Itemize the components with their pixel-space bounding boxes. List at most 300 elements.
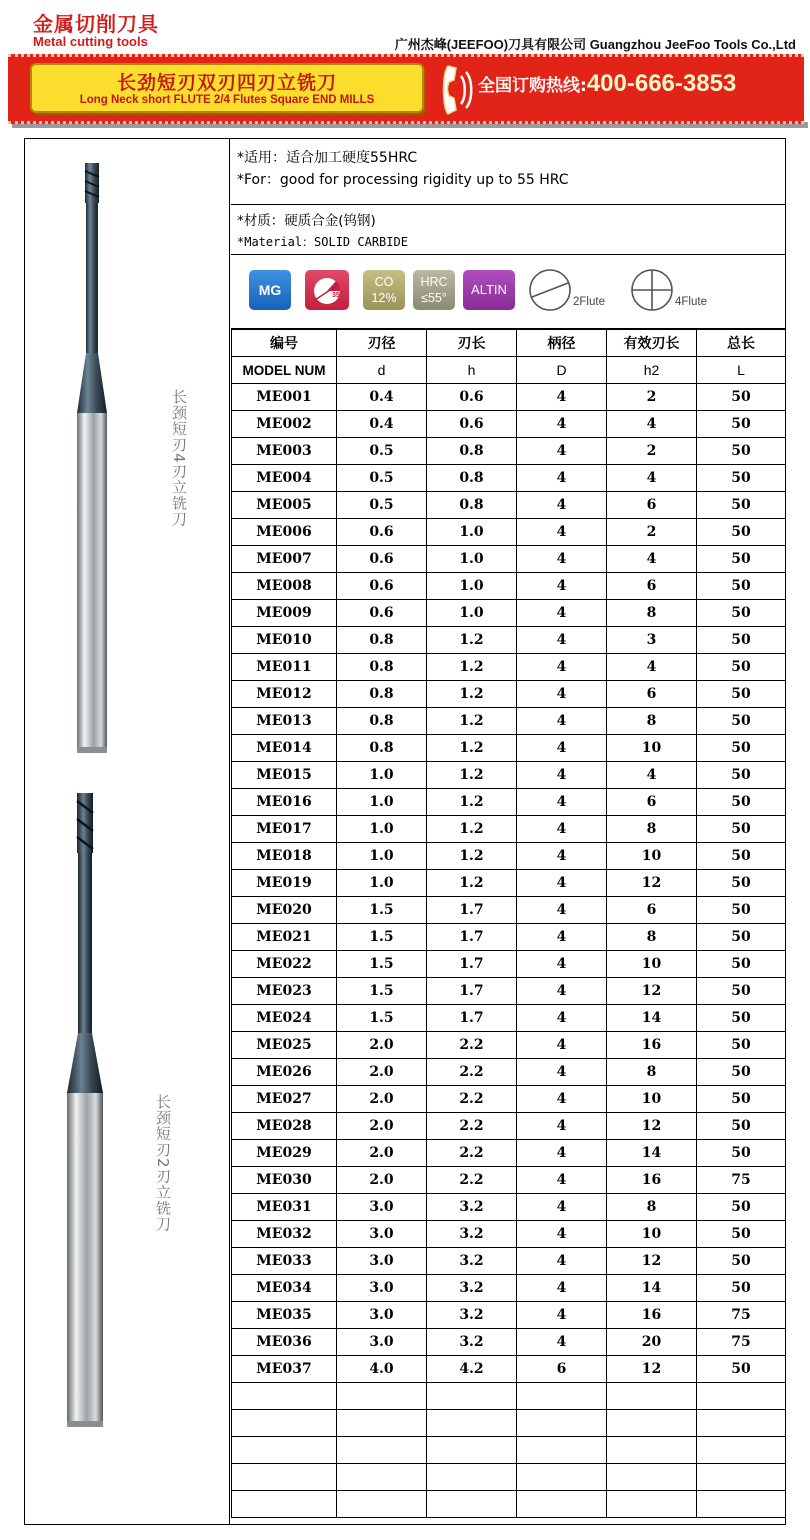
brand-name-cn: 金属切削刀具 [33,12,159,36]
table-cell: ME014 [232,735,337,762]
table-cell: 4 [517,1032,607,1059]
table-cell: 50 [697,735,786,762]
table-cell: 4 [517,735,607,762]
table-cell: ME033 [232,1248,337,1275]
table-cell: 2 [607,519,697,546]
table-cell: 0.6 [337,519,427,546]
table-cell: 4.2 [427,1356,517,1383]
table-cell: 14 [607,1275,697,1302]
table-row [232,870,786,897]
usage-info [231,139,785,205]
table-cell: 4 [517,519,607,546]
table-cell: 50 [697,1005,786,1032]
cobalt-badge [363,270,405,310]
empty-table-row [232,1383,786,1410]
table-cell: ME037 [232,1356,337,1383]
empty-cell [607,1410,697,1437]
table-cell: ME006 [232,519,337,546]
table-cell: 50 [697,843,786,870]
two-flute-end-mill-image [61,793,121,1433]
table-cell: 10 [607,951,697,978]
empty-cell [427,1383,517,1410]
table-cell: ME023 [232,978,337,1005]
table-cell: 4 [607,411,697,438]
table-cell: 2.2 [427,1086,517,1113]
table-cell: 10 [607,843,697,870]
table-cell: 8 [607,1194,697,1221]
table-cell: ME029 [232,1140,337,1167]
table-cell: 1.0 [337,816,427,843]
table-cell: 2.0 [337,1113,427,1140]
table-cell: h [427,357,517,384]
table-cell: 4 [517,573,607,600]
table-cell: ME018 [232,843,337,870]
table-header-en [232,357,786,384]
table-row [232,1140,786,1167]
table-cell: 2.0 [337,1086,427,1113]
table-cell: 4 [517,600,607,627]
table-cell: 4 [607,762,697,789]
table-row [232,627,786,654]
table-cell: ME011 [232,654,337,681]
table-cell: 4 [517,546,607,573]
altin-coating-badge: ALTIN [463,270,515,310]
table-row [232,519,786,546]
table-cell: ME024 [232,1005,337,1032]
table-cell: 总长 [697,330,786,357]
table-cell: ME015 [232,762,337,789]
hotline [478,70,736,98]
table-cell: ME036 [232,1329,337,1356]
table-cell: 4 [517,843,607,870]
table-cell: 1.2 [427,735,517,762]
table-row [232,573,786,600]
empty-cell [607,1491,697,1518]
table-cell: 10 [607,1221,697,1248]
table-cell: 0.8 [427,438,517,465]
table-cell: L [697,357,786,384]
table-cell: 6 [607,897,697,924]
table-row [232,1275,786,1302]
table-cell: 4 [517,411,607,438]
table-cell: 50 [697,1059,786,1086]
table-cell: 4 [607,654,697,681]
table-cell: 1.5 [337,924,427,951]
cobalt-value: 12% [371,291,397,305]
table-cell: 3.0 [337,1275,427,1302]
table-row [232,681,786,708]
table-cell: 3.2 [427,1275,517,1302]
table-row [232,1032,786,1059]
table-cell: 刃长 [427,330,517,357]
table-row [232,411,786,438]
table-cell: ME031 [232,1194,337,1221]
table-cell: 6 [607,789,697,816]
table-cell: 4 [517,789,607,816]
table-cell: 1.0 [427,546,517,573]
table-cell: 16 [607,1167,697,1194]
table-row [232,924,786,951]
empty-cell [517,1491,607,1518]
table-cell: ME003 [232,438,337,465]
table-cell: 3.0 [337,1194,427,1221]
table-cell: 刃径 [337,330,427,357]
table-cell: 4 [517,1302,607,1329]
table-cell: 4 [517,654,607,681]
table-row [232,978,786,1005]
table-cell: 1.0 [427,573,517,600]
table-cell: 3.0 [337,1248,427,1275]
table-row [232,816,786,843]
empty-cell [337,1464,427,1491]
table-cell: 3.0 [337,1302,427,1329]
empty-cell [427,1491,517,1518]
table-cell: 4 [517,1194,607,1221]
table-cell: 50 [697,924,786,951]
hrc-label: HRC [420,275,448,289]
table-cell: 50 [697,789,786,816]
table-cell: 10 [607,1086,697,1113]
table-cell: ME016 [232,789,337,816]
table-cell: 4.0 [337,1356,427,1383]
table-cell: 6 [607,681,697,708]
table-cell: 4 [517,1329,607,1356]
table-row [232,843,786,870]
table-cell: ME028 [232,1113,337,1140]
table-cell: 12 [607,1248,697,1275]
table-cell: 4 [517,1005,607,1032]
empty-cell [232,1491,337,1518]
tool-images-panel [25,139,230,1524]
table-row [232,1329,786,1356]
table-cell: 75 [697,1329,786,1356]
table-cell: 12 [607,978,697,1005]
table-cell: 50 [697,600,786,627]
table-cell: ME019 [232,870,337,897]
two-flute-icon [527,267,573,313]
empty-cell [517,1437,607,1464]
table-cell: 1.0 [337,843,427,870]
table-cell: 50 [697,465,786,492]
table-cell: 0.5 [337,438,427,465]
table-cell: 16 [607,1032,697,1059]
table-row [232,1113,786,1140]
table-cell: 50 [697,1194,786,1221]
table-cell: 50 [697,1086,786,1113]
table-cell: ME007 [232,546,337,573]
table-cell: 4 [517,627,607,654]
table-cell: 12 [607,1356,697,1383]
table-cell: 2.0 [337,1059,427,1086]
table-cell: 6 [607,492,697,519]
table-cell: 1.0 [427,519,517,546]
helix-angle-badge [305,270,349,310]
table-cell: 2.2 [427,1059,517,1086]
table-cell: 8 [607,816,697,843]
table-cell: ME022 [232,951,337,978]
table-cell: 12 [607,1113,697,1140]
table-cell: 4 [517,1086,607,1113]
table-cell: 50 [697,546,786,573]
table-cell: 4 [517,951,607,978]
empty-cell [697,1464,786,1491]
empty-cell [232,1464,337,1491]
table-cell: D [517,357,607,384]
table-cell: 0.6 [427,411,517,438]
table-cell: 50 [697,1248,786,1275]
table-cell: 4 [517,924,607,951]
empty-cell [697,1410,786,1437]
product-title-en: Long Neck short FLUTE 2/4 Flutes Square END MILLS [79,94,375,106]
table-cell: 1.2 [427,708,517,735]
table-row [232,897,786,924]
table-cell: 50 [697,1275,786,1302]
table-cell: 0.8 [337,708,427,735]
hrc-value: ≤55° [421,291,447,305]
table-cell: 4 [607,465,697,492]
table-cell: 75 [697,1167,786,1194]
table-cell: 75 [697,1302,786,1329]
table-cell: 16 [607,1302,697,1329]
table-cell: ME013 [232,708,337,735]
table-cell: 6 [607,573,697,600]
table-cell: 1.7 [427,924,517,951]
four-flute-end-mill-image [73,163,123,755]
empty-cell [427,1410,517,1437]
four-flute-icon [629,267,675,313]
empty-table-row [232,1491,786,1518]
table-cell: MODEL NUM [232,357,337,384]
table-cell: 50 [697,1221,786,1248]
table-cell: 50 [697,816,786,843]
table-cell: 2.0 [337,1032,427,1059]
table-cell: ME009 [232,600,337,627]
table-cell: 3.0 [337,1221,427,1248]
table-cell: 1.5 [337,897,427,924]
product-title-cn: 长劲短刃双刃四刃立铣刀 [116,72,337,94]
table-cell: 4 [517,1275,607,1302]
table-cell: 0.6 [337,546,427,573]
empty-cell [337,1383,427,1410]
empty-cell [427,1464,517,1491]
table-cell: h2 [607,357,697,384]
empty-cell [607,1437,697,1464]
table-cell: 3.2 [427,1329,517,1356]
table-cell: 4 [517,816,607,843]
table-row [232,1302,786,1329]
empty-cell [607,1383,697,1410]
table-cell: ME035 [232,1302,337,1329]
spec-sheet-frame [24,138,786,1525]
table-cell: 0.5 [337,492,427,519]
table-cell: ME020 [232,897,337,924]
empty-cell [517,1464,607,1491]
table-row [232,1086,786,1113]
table-cell: 3.2 [427,1248,517,1275]
table-cell: 2.2 [427,1032,517,1059]
hrc-badge [413,270,455,310]
four-flute-label: 4Flute [675,296,707,308]
table-cell: 4 [517,762,607,789]
table-cell: 14 [607,1005,697,1032]
table-cell: ME005 [232,492,337,519]
empty-table-row [232,1464,786,1491]
table-cell: 50 [697,681,786,708]
helix-angle-text: 35° [332,292,343,299]
table-cell: 2.2 [427,1140,517,1167]
cobalt-label: CO [374,275,394,289]
hotline-number: 400-666-3853 [586,70,737,97]
table-row [232,438,786,465]
table-cell: 1.0 [337,870,427,897]
empty-cell [697,1383,786,1410]
table-cell: 0.6 [337,573,427,600]
table-cell: 编号 [232,330,337,357]
table-row [232,1005,786,1032]
table-cell: ME001 [232,384,337,411]
company-name: 广州杰峰(JEEFOO)刀具有限公司 Guangzhou JeeFoo Tools Co.,Ltd [394,37,796,52]
table-cell: 1.2 [427,654,517,681]
table-row [232,1194,786,1221]
table-cell: 10 [607,735,697,762]
empty-cell [232,1410,337,1437]
table-cell: 有效刃长 [607,330,697,357]
table-cell: ME030 [232,1167,337,1194]
table-cell: 1.7 [427,978,517,1005]
table-cell: 50 [697,411,786,438]
table-cell: 50 [697,978,786,1005]
table-cell: 8 [607,600,697,627]
table-cell: 8 [607,924,697,951]
table-cell: 50 [697,708,786,735]
table-row [232,465,786,492]
material-en: *Material：SOLID CARBIDE [237,235,408,249]
table-cell: ME012 [232,681,337,708]
empty-cell [607,1464,697,1491]
table-cell: 1.2 [427,789,517,816]
table-cell: 50 [697,519,786,546]
table-cell: ME017 [232,816,337,843]
table-header-cn [232,330,786,357]
table-cell: 50 [697,384,786,411]
table-cell: 4 [517,681,607,708]
table-cell: 2 [607,384,697,411]
empty-cell [337,1410,427,1437]
table-cell: 1.5 [337,978,427,1005]
table-cell: ME034 [232,1275,337,1302]
table-cell: 4 [517,465,607,492]
table-row [232,735,786,762]
table-cell: 3.2 [427,1194,517,1221]
table-cell: ME010 [232,627,337,654]
table-cell: 3.2 [427,1302,517,1329]
table-cell: 8 [607,1059,697,1086]
table-cell: 1.7 [427,1005,517,1032]
table-cell: 1.2 [427,762,517,789]
feature-badges [231,255,785,329]
table-cell: 4 [517,438,607,465]
table-cell: 50 [697,573,786,600]
table-cell: 4 [517,384,607,411]
table-cell: 2.0 [337,1167,427,1194]
table-cell: 1.2 [427,816,517,843]
table-cell: 1.0 [427,600,517,627]
table-cell: 0.4 [337,411,427,438]
table-cell: 4 [517,978,607,1005]
table-cell: 1.0 [337,762,427,789]
empty-cell [517,1410,607,1437]
table-cell: 0.8 [427,492,517,519]
table-cell: 0.6 [427,384,517,411]
table-cell: ME002 [232,411,337,438]
table-cell: ME004 [232,465,337,492]
table-cell: 0.6 [337,600,427,627]
table-cell: 50 [697,438,786,465]
table-cell: 4 [517,870,607,897]
table-cell: 4 [517,1221,607,1248]
table-cell: 50 [697,951,786,978]
mg-badge: MG [249,270,291,310]
table-cell: 1.7 [427,897,517,924]
table-cell: 0.4 [337,384,427,411]
table-cell: 50 [697,870,786,897]
table-cell: 1.5 [337,1005,427,1032]
empty-cell [697,1491,786,1518]
empty-cell [337,1491,427,1518]
table-cell: 2.0 [337,1140,427,1167]
table-cell: 1.2 [427,843,517,870]
table-row [232,708,786,735]
table-cell: 4 [517,897,607,924]
empty-cell [517,1383,607,1410]
table-cell: 2.2 [427,1113,517,1140]
table-cell: 2 [607,438,697,465]
table-row [232,762,786,789]
empty-table-row [232,1410,786,1437]
table-row [232,654,786,681]
table-row [232,789,786,816]
table-cell: 0.8 [337,654,427,681]
table-cell: 50 [697,654,786,681]
material-info [231,205,785,255]
table-cell: 0.5 [337,465,427,492]
empty-cell [232,1383,337,1410]
table-cell: 0.8 [337,735,427,762]
table-cell: 1.7 [427,951,517,978]
table-cell: 1.2 [427,627,517,654]
usage-en: *For：good for processing rigidity up to 55 HRC [237,172,569,188]
table-cell: 50 [697,492,786,519]
table-cell: 4 [607,546,697,573]
table-cell: 4 [517,1113,607,1140]
helix-angle-icon [305,270,349,310]
table-cell: 3.2 [427,1221,517,1248]
table-cell: 4 [517,492,607,519]
table-cell: 4 [517,1248,607,1275]
table-cell: ME032 [232,1221,337,1248]
two-flute-caption: 长颈短刃2刃立铣刀 [154,1094,172,1233]
table-cell: 50 [697,1356,786,1383]
table-cell: 0.8 [337,681,427,708]
table-cell: 50 [697,1113,786,1140]
table-cell: 4 [517,1140,607,1167]
table-cell: 0.8 [337,627,427,654]
empty-cell [232,1437,337,1464]
table-cell: ME027 [232,1086,337,1113]
hotline-label: 全国订购热线: [478,76,587,96]
table-cell: d [337,357,427,384]
table-cell: ME008 [232,573,337,600]
